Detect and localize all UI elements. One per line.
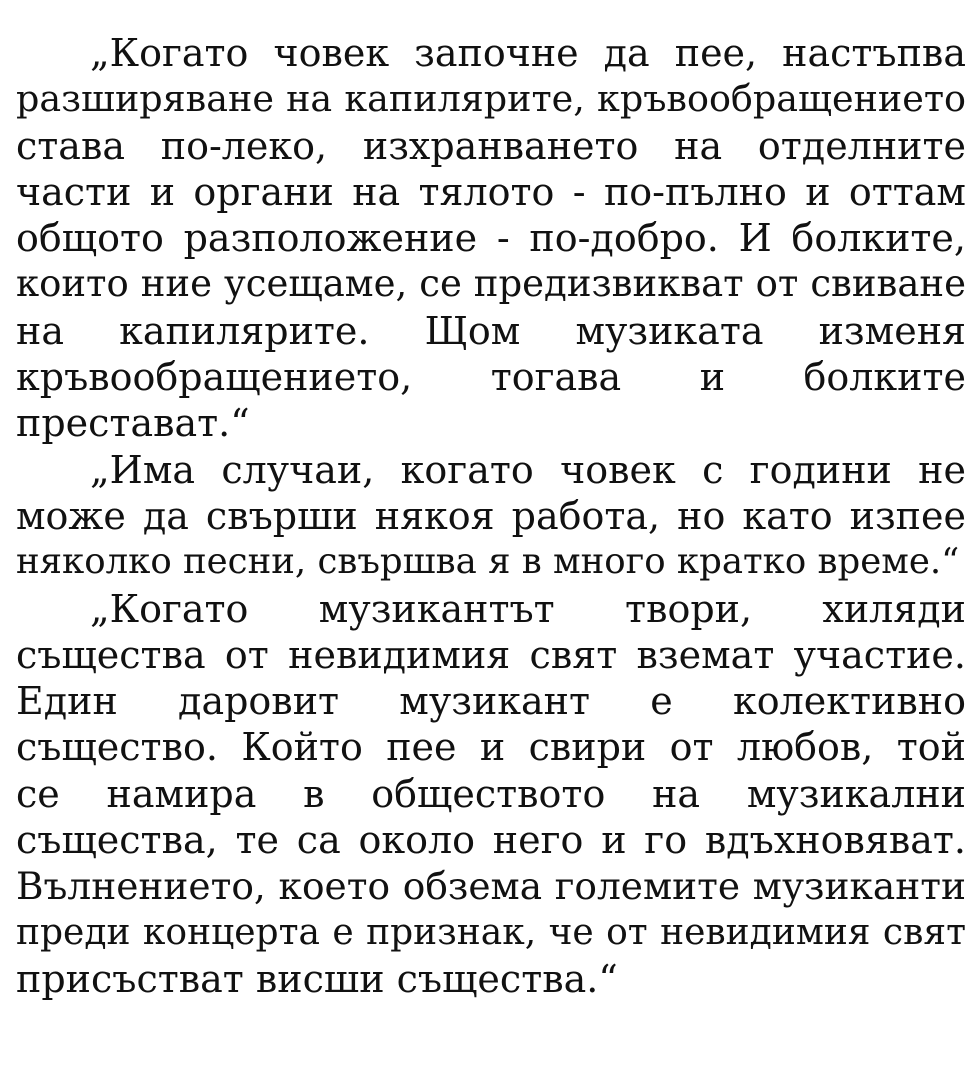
text-line: „Когато музикантът твори, хиляди: [90, 586, 966, 631]
text-line: части и органи на тялото - по-пълно и оттам: [16, 169, 966, 214]
text-line: на капилярите. Щом музиката изменя: [16, 308, 966, 353]
text-line: се намира в обществото на музикални: [16, 771, 966, 816]
text-line: няколко песни, свършва я в много кратко време.“: [16, 541, 960, 583]
text-line: общото разположение - по-добро. И болките,: [16, 216, 966, 261]
text-line: същества, те са около него и го вдъхновяват.: [16, 818, 966, 863]
text-line: може да свърши някоя работа, но като изпее: [16, 493, 966, 538]
text-line: престават.“: [16, 401, 250, 446]
text-line: Вълнението, което обзема големите музиканти: [16, 864, 966, 909]
paragraph-1: [16, 30, 966, 447]
text-line: които ние усещаме, се предизвикват от свиване: [16, 262, 966, 306]
text-line: става по-леко, изхранването на отделните: [16, 123, 966, 168]
text-line: кръвообращението, тогава и болките: [16, 355, 966, 400]
text-line: „Когато човек започне да пее, настъпва: [90, 31, 966, 75]
text-line: Един даровит музикант е колективно: [16, 679, 966, 724]
text-line: същество. Който пее и свири от любов, той: [16, 725, 966, 770]
text-line: същества от невидимия свят вземат участие.: [16, 632, 966, 677]
text-line: „Има случаи, когато човек с години не: [90, 447, 966, 492]
text-line: преди концерта е признак, че от невидимия свят: [16, 911, 966, 953]
paragraph-2: [16, 447, 966, 586]
text-line: разширяване на капилярите, кръвообращението: [16, 77, 966, 121]
text-line: присъстват висши същества.“: [16, 956, 618, 1001]
book-page: [16, 30, 966, 1002]
paragraph-3: [16, 586, 966, 1003]
